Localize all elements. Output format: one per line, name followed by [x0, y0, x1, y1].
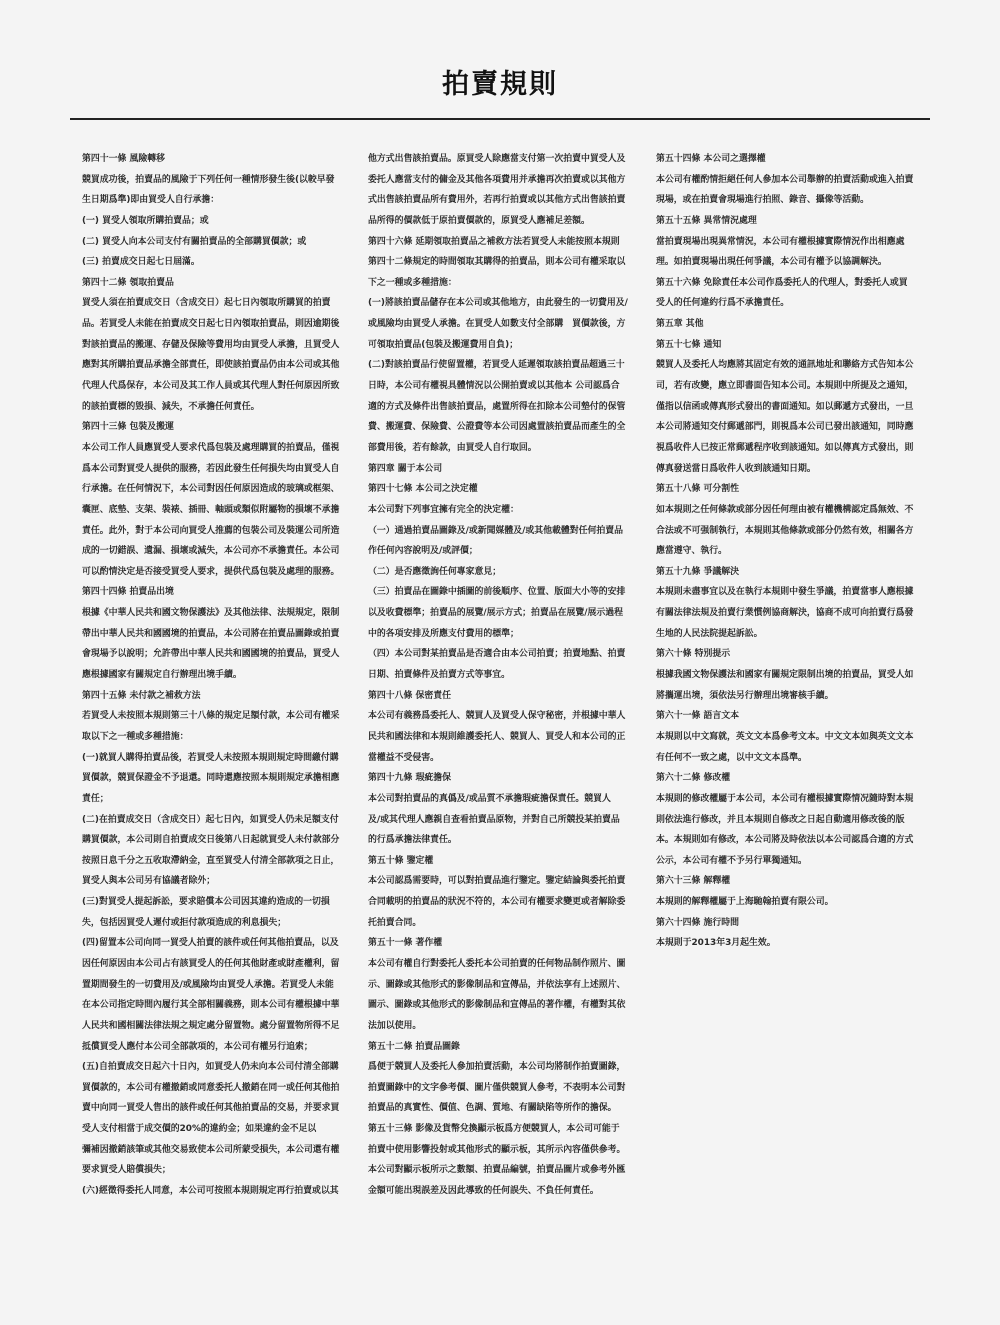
text-line: 第五十九條 爭議解決 [656, 566, 739, 577]
text-line: 置期間發生的一切費用及/或風險均由買受人承擔。若買受人未能 [82, 979, 334, 990]
text-line: 僅指以信函或傳真形式發出的書面通知。如以郵遞方式發出，一旦 [656, 401, 914, 412]
text-line: (一)將該拍賣品儲存在本公司或其他地方，由此發生的一切費用及/ [368, 298, 628, 309]
text-line: 法加以使用。 [368, 1020, 422, 1031]
text-line: 日時，本公司有權視具體情況以公開拍賣或以其他本 公司認爲合 [368, 381, 620, 392]
text-line: 取以下之一種或多種措施： [82, 731, 189, 742]
text-line: 第五十二條 拍賣品圖錄 [368, 1041, 460, 1052]
text-column-1 [82, 149, 360, 1202]
text-line: 可以酌情決定是否接受買受人要求，提供代爲包裝及處理的服務。 [82, 566, 340, 577]
title-divider [70, 118, 930, 120]
text-line: 第五十一條 著作權 [368, 938, 443, 949]
text-line: (二) 買受人向本公司支付有關拍賣品的全部購買價款；或 [82, 236, 307, 247]
text-line: 生日期爲準)即由買受人自行承擔： [82, 195, 220, 206]
text-line: 買受人與本公司另有協議者除外； [82, 876, 216, 887]
text-line: 當權益不受侵害。 [368, 752, 439, 763]
text-line: 本公司有權酌情拒絕任何人參加本公司舉辦的拍賣活動或進入拍賣 [656, 174, 914, 185]
text-line: 第五十四條 本公司之選擇權 [656, 154, 766, 164]
text-line: 因任何原因由本公司占有該買受人的任何其他財產或財產權利，留 [82, 958, 340, 969]
text-line: (二)在拍賣成交日（含成交日）起七日內，如買受人仍未足額支付 [82, 814, 339, 825]
text-line: 第六十三條 解釋權 [656, 876, 731, 887]
text-line: 成的一切錯誤、遺漏、損壞或減失，本公司亦不承擔責任。本公司 [82, 546, 340, 557]
text-line: 代理人代爲保存，本公司及其工作人員或其代理人對任何原因所致 [82, 381, 340, 392]
text-column-3 [656, 149, 934, 954]
text-line: 按照日息千分之五收取滯納金，直至買受人付清全部款項之日止， [82, 855, 340, 866]
text-line: 作任何內容說明及/或評價； [368, 546, 478, 557]
text-line: 第六十一條 語言文本 [656, 711, 739, 722]
text-line: 品。若買受人未能在拍賣成交日起七日內領取拍賣品，則因逾期後 [82, 319, 340, 330]
text-line: (一)就買人購得拍賣品後，若買受人未按照本規則規定時間繳付購 [82, 752, 339, 763]
page-title: 拍賣規則 [442, 69, 558, 100]
text-line: 第四十六條 延期領取拍賣品之補救方法若買受人未能按照本規則 [368, 236, 620, 247]
text-line: 第六十條 特別提示 [656, 649, 731, 660]
text-line: 拍賣品的真實性、價值、色調、質地、有關缺陷等所作的擔保。 [368, 1103, 617, 1114]
text-line: 本公司將通知交付郵遞部門，則視爲本公司已發出該通知，同時應 [656, 422, 914, 433]
text-line: 受人支付相當于成交價的20%的違約金；如果違約金不足以 [82, 1124, 317, 1135]
text-line: 下之一種或多種措施： [368, 277, 457, 288]
text-line: 合同載明的拍賣品的狀況不符的，本公司有權要求變更或者解除委 [368, 897, 626, 908]
text-line: 當拍賣現場出現異常情況，本公司有權根據實際情況作出相應處 [656, 236, 905, 247]
text-line: (五)自拍賣成交日起六十日內，如買受人仍未向本公司付清全部購 [82, 1062, 339, 1073]
text-line: 第四十七條 本公司之決定權 [368, 484, 478, 495]
text-line: 應根據國家有關規定自行辦理出境手續。 [82, 670, 242, 681]
text-line: 如本規則之任何條款或部分因任何理由被有權機構認定爲無效、不 [656, 504, 914, 515]
text-line: 的行爲承擔法律責任。 [368, 835, 457, 846]
text-line: 第四十二條 領取拍賣品 [82, 277, 174, 288]
text-line: (六)經徵得委托人同意，本公司可按照本規則規定再行拍賣或以其 [82, 1186, 339, 1197]
text-line: 合法或不可强制執行，本規則其他條款或部分仍然有效，相關各方 [656, 525, 914, 536]
text-line: 費、搬運費、保險費、公證費等本公司因處置該拍賣品而產生的全 [368, 422, 626, 433]
text-line: 委托人應當支付的傭金及其他各項費用并承擔再次拍賣或以其他方 [368, 174, 626, 185]
text-line: 本規則的修改權屬于本公司，本公司有權根據實際情况隨時對本規 [656, 793, 914, 804]
text-line: 若買受人未按照本規則第三十八條的規定足額付款，本公司有權采 [82, 711, 340, 722]
text-line: 要求買受人賠償損失； [82, 1165, 171, 1176]
text-line: 及/或其代理人應親自查看拍賣品原物，并對自己所競投某拍賣品 [368, 814, 620, 825]
text-line: 他方式出售該拍賣品。原買受人除應當支付第一次拍賣中買受人及 [368, 154, 626, 164]
text-line: 責任。此外，對于本公司向買受人推薦的包裝公司及裝運公司所造 [82, 525, 340, 536]
text-line: 本規則未盡事宜以及在執行本規則中發生爭議，拍賣當事人應根據 [656, 587, 914, 598]
text-line: 托拍賣合同。 [368, 917, 422, 928]
text-line: 日期、拍賣條件及拍賣方式等事宜。 [368, 670, 510, 681]
text-line: 第五十三條 影像及貨幣兌換顯示板爲方便競買人，本公司可能于 [368, 1124, 620, 1135]
text-line: 第五十五條 異常情況處理 [656, 215, 757, 226]
text-line: （二）是否應徵詢任何專家意見； [368, 566, 502, 577]
text-line: 人民共和國相關法律法規之規定處分留置物。處分留置物所得不足 [82, 1020, 340, 1031]
text-line: 失，包括因買受人遲付或拒付款項造成的利息損失； [82, 917, 287, 928]
text-line: 傳真發送當日爲收件人收到該通知日期。 [656, 463, 816, 474]
text-line: 第六十四條 施行時間 [656, 917, 739, 928]
text-line: 將攜運出境，須依法另行辦理出境審核手續。 [656, 690, 834, 701]
text-line: 買價款，競買保證金不予退還。同時還應按照本規則規定承擔相應 [82, 773, 340, 784]
text-line: 可領取拍賣品(包裝及搬運費用自負)； [368, 339, 519, 350]
text-line: 本公司對顯示板所示之數額、拍賣品編號，拍賣品圖片或參考外匯 [368, 1165, 626, 1176]
text-line: (二)對該拍賣品行使留置權，若買受人延遲領取該拍賣品超過三十 [368, 360, 625, 371]
text-line: 在本公司指定時間內履行其全部相關義務，則本公司有權根據中華 [82, 1000, 340, 1011]
text-line: 本公司有權自行對委托人委托本公司拍賣的任何物品制作照片、圖 [368, 958, 626, 969]
text-line: 式出售該拍賣品所有費用外，若再行拍賣或以其他方式出售該拍賣 [368, 195, 626, 206]
text-line: 拍賣中使用影響投射或其他形式的顯示板，其所示內容僅供參考。 [368, 1144, 626, 1155]
text-line: 爲本公司對買受人提供的服務，若因此發生任何損失均由買受人自 [82, 463, 340, 474]
text-line: 會現場予以說明；允許帶出中華人民共和國國境的拍賣品，買受人 [82, 649, 340, 660]
text-line: 第五十七條 通知 [656, 339, 722, 350]
text-line: 以及收費標準；拍賣品的展覽/展示方式；拍賣品在展覽/展示過程 [368, 608, 623, 619]
text-line: 本規則以中文寫就，英文文本爲參考文本。中文文本如與英文文本 [656, 731, 914, 742]
text-line: 金額可能出現誤差及因此導致的任何誤失、不負任何責任。 [368, 1186, 599, 1197]
text-line: 本規則于2013年3月起生效。 [656, 938, 776, 949]
text-line: 購買價款，本公司則自拍賣成交日後第八日起就買受人未付款部分 [82, 835, 340, 846]
text-line: 或風險均由買受人承擔。在買受人如數支付全部購 買價款後，方 [368, 319, 626, 330]
text-line: 賣中向同一買受人售出的該件或任何其他拍賣品的交易，并要求買 [82, 1103, 340, 1114]
text-line: 第五章 其他 [656, 319, 704, 330]
text-line: 受人的任何違約行爲不承擔責任。 [656, 298, 790, 309]
text-line: 拍賣圖錄中的文字參考價、圖片僅供競買人參考，不表明本公司對 [368, 1082, 626, 1093]
text-line: 應當遵守、執行。 [656, 546, 727, 557]
text-line: 第四十九條 瑕疵擔保 [368, 773, 451, 784]
text-line: 現場，或在拍賣會現場進行拍照、錄音、攝像等活動。 [656, 195, 869, 206]
text-line: 本公司對下列事宜擁有完全的決定權： [368, 504, 519, 515]
text-line: 有任何不一致之處，以中文文本爲準。 [656, 752, 807, 763]
text-line: 彌補因撤銷該筆或其他交易致使本公司所蒙受損失，本公司還有權 [82, 1144, 340, 1155]
text-line: 第四十一條 風險轉移 [82, 154, 165, 164]
text-line: 中的各項安排及所應支付費用的標準； [368, 628, 519, 639]
text-line: 本公司有義務爲委托人、競買人及買受人保守秘密，并根據中華人 [368, 711, 626, 722]
text-column-2 [368, 149, 646, 1202]
text-line: 的該拍賣標的毀損、減失，不承擔任何責任。 [82, 401, 260, 412]
text-line: 囊匣、底墊、支架、裝裱、插冊、軸頭或類似附屬物的損壞不承擔 [82, 504, 340, 515]
text-line: 部費用後，若有餘款，由買受人自行取回。 [368, 442, 537, 453]
text-line: 第四十八條 保密責任 [368, 690, 451, 701]
text-line: 對該拍賣品的搬運、存儲及保險等費用均由買受人承擔，且買受人 [82, 339, 340, 350]
text-line: 第四十五條 未付款之補救方法 [82, 690, 201, 701]
text-line: (四)留置本公司向同一買受人拍賣的該件或任何其他拍賣品，以及 [82, 938, 339, 949]
text-line: 競買人及委托人均應將其固定有效的通訊地址和聯絡方式告知本公 [656, 360, 914, 371]
text-line: 適的方式及條件出售該拍賣品，處置所得在扣除本公司墊付的保管 [368, 401, 626, 412]
text-line: 本公司認爲需要時，可以對拍賣品進行鑒定。鑒定結論與委托拍賣 [368, 876, 626, 887]
text-line: 本。本規則如有修改，本公司將及時依法以本公司認爲合適的方式 [656, 835, 914, 846]
text-line: 爲便于競買人及委托人參加拍賣活動，本公司均將制作拍賣圖錄， [368, 1062, 626, 1073]
text-line: 理。如拍賣現場出現任何爭議，本公司有權予以協調解決。 [656, 257, 887, 268]
text-line: 第四章 關于本公司 [368, 463, 443, 474]
text-line: 行承擔。在任何情況下，本公司對因任何原因造成的玻璃或框架、 [82, 484, 340, 495]
text-line: 第五十八條 可分割性 [656, 484, 739, 495]
text-line: 買受人須在拍賣成交日（含成交日）起七日內領取所購買的拍賣 [82, 298, 331, 309]
text-line: 競買成功後，拍賣品的風險于下列任何一種情形發生後(以較早發 [82, 174, 335, 185]
text-line: 買價款的，本公司有權撤銷或同意委托人撤銷在同一或任何其他拍 [82, 1082, 340, 1093]
text-line: 應對其所購拍賣品承擔全部責任，即使該拍賣品仍由本公司或其他 [82, 360, 340, 371]
text-line: 圖示、圖錄或其他形式的影像制品和宣傳品的著作權，有權對其依 [368, 1000, 626, 1011]
text-line: 本公司工作人員應買受人要求代爲包裝及處理購買的拍賣品，僅視 [82, 442, 340, 453]
text-line: 司，若有改變，應立即書面告知本公司。本規則中所提及之通知， [656, 381, 914, 392]
text-line: 帶出中華人民共和國國境的拍賣品，本公司將在拍賣品圖錄或拍賣 [82, 628, 340, 639]
text-line: 第五十六條 免除責任本公司作爲委托人的代理人，對委托人或買 [656, 277, 908, 288]
text-line: 品所得的價款低于原拍賣價款的，原買受人應補足差額。 [368, 215, 590, 226]
text-line: 第四十二條規定的時間領取其購得的拍賣品，則本公司有權采取以 [368, 257, 626, 268]
text-line: 本規則的解釋權屬于上海馳翰拍賣有限公司。 [656, 897, 834, 908]
text-line: 示、圖錄或其他形式的影像制品和宣傳品，并依法享有上述照片、 [368, 979, 626, 990]
text-line: 本公司對拍賣品的真僞及/或品質不承擔瑕疵擔保責任。競買人 [368, 793, 611, 804]
text-line: 根據《中華人民共和國文物保護法》及其他法律、法規規定，限制 [82, 608, 340, 619]
text-line: 民共和國法律和本規則維護委托人、競買人、買受人和本公司的正 [368, 731, 626, 742]
text-line: 生地的人民法院提起訴訟。 [656, 628, 763, 639]
text-line: (三) 拍賣成交日起七日屆滿。 [82, 257, 200, 268]
text-line: 責任； [82, 793, 109, 804]
text-line: 第六十二條 修改權 [656, 773, 731, 784]
text-line: 第五十條 鑒定權 [368, 855, 434, 866]
text-line: 第四十三條 包裝及搬運 [82, 422, 174, 433]
text-line: 視爲收件人已按正常郵遞程序收到該通知。如以傳真方式發出，則 [656, 442, 914, 453]
text-line: 公示，本公司有權不予另行單獨通知。 [656, 855, 807, 866]
text-line: (三)對買受人提起訴訟，要求賠償本公司因其違約造成的一切損 [82, 897, 330, 908]
text-line: （四）本公司對某拍賣品是否適合由本公司拍賣；拍賣地點、拍賣 [368, 649, 626, 660]
text-line: 根據我國文物保護法和國家有關規定限制出境的拍賣品，買受人如 [656, 670, 914, 681]
text-line: 則依法進行修改，并且本規則自修改之日起自動適用修改後的版 [656, 814, 905, 825]
text-line: 有關法律法規及拍賣行業慣例協商解決，協商不成可向拍賣行爲發 [656, 608, 914, 619]
text-line: 第四十四條 拍賣品出境 [82, 587, 174, 598]
text-line: （一）通過拍賣品圖錄及/或新聞媒體及/或其他載體對任何拍賣品 [368, 525, 623, 536]
text-line: (一) 買受人領取所購拍賣品；或 [82, 215, 209, 226]
text-line: （三）拍賣品在圖錄中插圖的前後順序、位置、版面大小等的安排 [368, 587, 626, 598]
text-line: 抵償買受人應付本公司全部款項的，本公司有權另行追索； [82, 1041, 313, 1052]
